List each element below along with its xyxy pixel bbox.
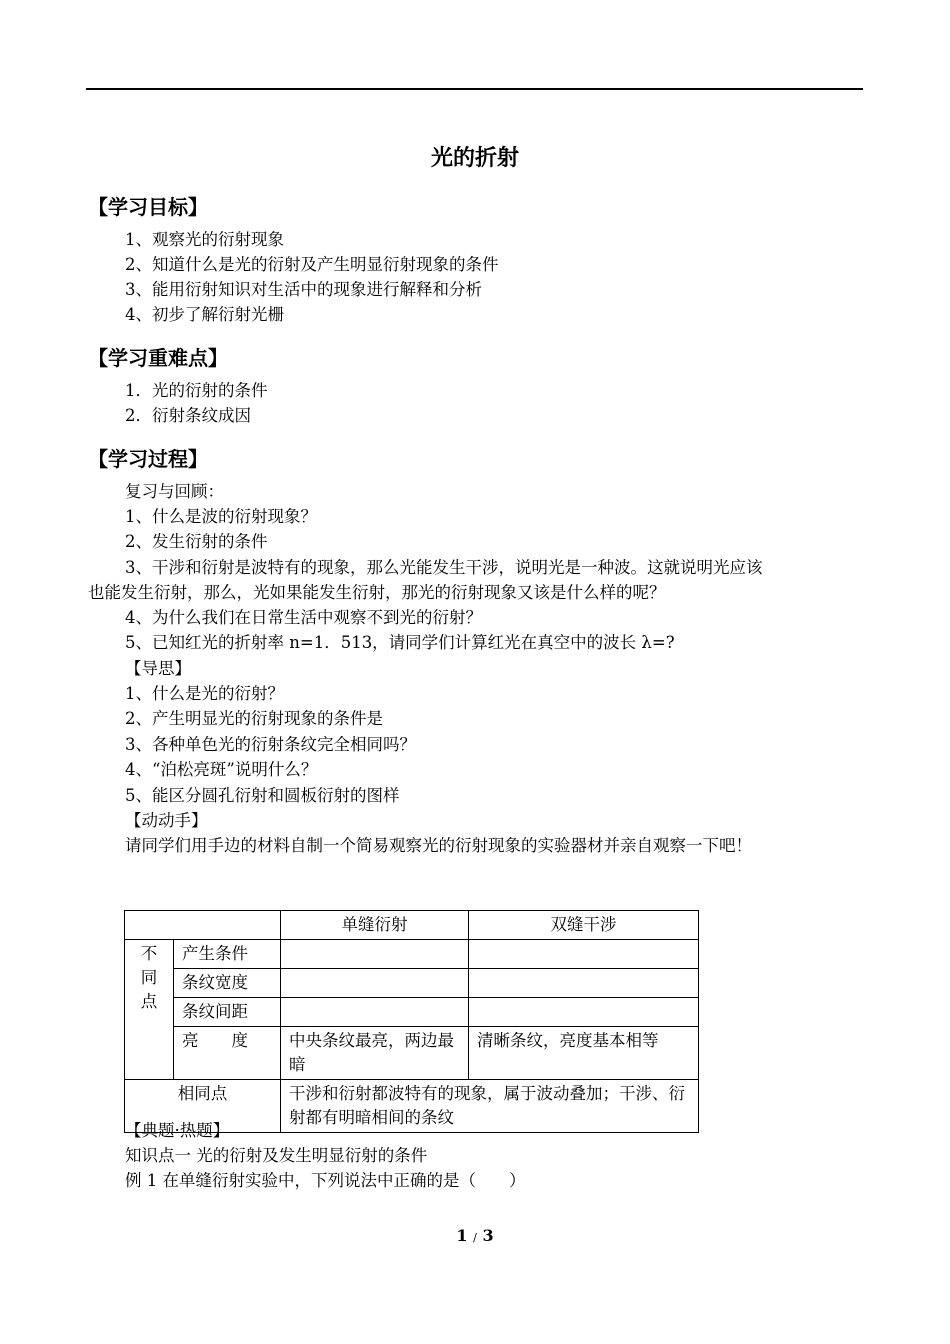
guide-item: 2、产生明显光的衍射现象的条件是 — [125, 709, 383, 728]
goal-item: 1、观察光的衍射现象 — [125, 230, 284, 249]
review-item: 4、为什么我们在日常生活中观察不到光的衍射？ — [125, 608, 482, 627]
heading-process: 【学习过程】 — [88, 447, 208, 471]
diff-label: 不 同 点 — [125, 940, 174, 1080]
goal-item: 4、初步了解衍射光栅 — [125, 305, 284, 324]
review-item: 2、发生衍射的条件 — [125, 532, 268, 551]
review-item: 1、什么是波的衍射现象？ — [125, 507, 317, 526]
guide-item: 3、各种单色光的衍射条纹完全相同吗？ — [125, 735, 416, 754]
goal-item: 2、知道什么是光的衍射及产生明显衍射现象的条件 — [125, 255, 499, 274]
key-item: 1．光的衍射的条件 — [125, 381, 268, 400]
page-title: 光的折射 — [430, 146, 519, 171]
knowledge-point: 知识点一 光的衍射及发生明显衍射的条件 — [125, 1146, 428, 1165]
hands-text: 请同学们用手边的材料自制一个简易观察光的衍射现象的实验器材并亲自观察一下吧！ — [125, 836, 752, 855]
cell — [281, 998, 469, 1027]
cell — [469, 940, 699, 969]
key-item: 2．衍射条纹成因 — [125, 406, 251, 425]
guide-label: 【导思】 — [125, 659, 191, 678]
goal-item: 3、能用衍射知识对生活中的现象进行解释和分析 — [125, 280, 482, 299]
heading-goals: 【学习目标】 — [88, 195, 208, 219]
heading-key: 【学习重难点】 — [88, 346, 228, 370]
comparison-table — [124, 910, 699, 1133]
cell: 清晰条纹，亮度基本相等 — [469, 1027, 699, 1080]
review-item: 3、干涉和衍射是波特有的现象，那么光能发生干涉，说明光是一种波。这就说明光应该 — [125, 558, 763, 577]
total-pages: 3 — [482, 1226, 494, 1245]
current-page: 1 — [456, 1226, 468, 1245]
guide-item: 5、能区分圆孔衍射和圆板衍射的图样 — [125, 786, 400, 805]
review-label: 复习与回顾： — [125, 482, 224, 501]
col-header: 双缝干涉 — [469, 911, 699, 940]
examples-label: 【典题·热题】 — [125, 1121, 230, 1140]
same-label: 相同点 — [125, 1080, 281, 1133]
review-item-cont: 也能发生衍射，那么，光如果能发生衍射，那光的衍射现象又该是什么样的呢？ — [88, 583, 666, 602]
header-rule — [86, 88, 863, 90]
example-1: 例 1 在单缝衍射实验中，下列说法中正确的是（ ） — [125, 1171, 526, 1190]
same-text: 干涉和衍射都波特有的现象，属于波动叠加；干涉、衍射都有明暗相间的条纹 — [281, 1080, 699, 1133]
row-label: 亮 度 — [174, 1027, 281, 1080]
cell — [469, 998, 699, 1027]
col-header: 单缝衍射 — [281, 911, 469, 940]
cell — [469, 969, 699, 998]
page-number — [0, 1226, 950, 1245]
hands-label: 【动动手】 — [125, 811, 208, 830]
row-label: 条纹宽度 — [174, 969, 281, 998]
table-corner — [125, 911, 281, 940]
cell — [281, 969, 469, 998]
cell — [281, 940, 469, 969]
row-label: 条纹间距 — [174, 998, 281, 1027]
row-label: 产生条件 — [174, 940, 281, 969]
guide-item: 1、什么是光的衍射？ — [125, 684, 284, 703]
cell: 中央条纹最亮，两边最暗 — [281, 1027, 469, 1080]
page-separator: / — [473, 1231, 477, 1244]
guide-item: 4、“泊松亮斑”说明什么？ — [125, 760, 318, 779]
review-item: 5、已知红光的折射率 n=1．513，请同学们计算红光在真空中的波长 λ=? — [125, 633, 675, 652]
